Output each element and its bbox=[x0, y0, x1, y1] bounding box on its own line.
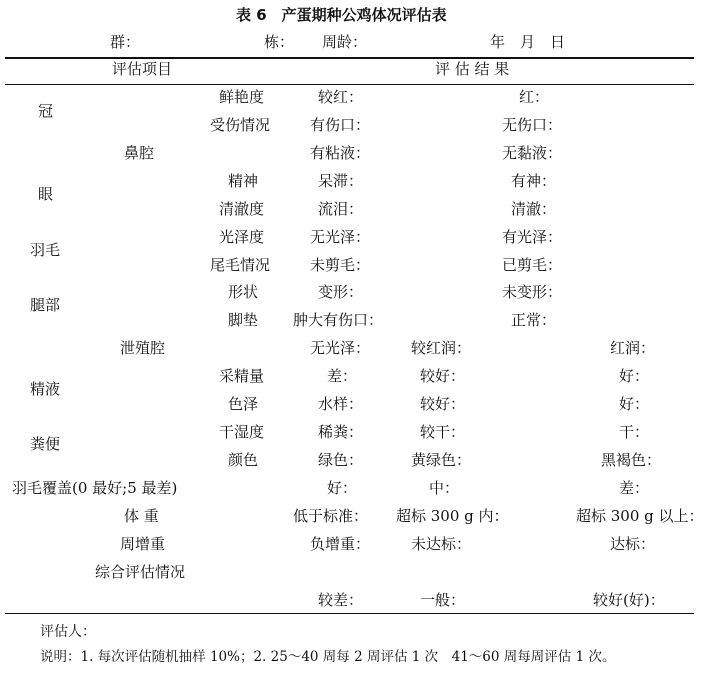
result-poor: 无光泽： bbox=[310, 339, 371, 357]
sub-eye-spirit: 精神 bbox=[228, 172, 259, 190]
sub-semen-color: 色泽 bbox=[228, 395, 259, 413]
category-weekly-gain: 周增重 bbox=[120, 535, 166, 553]
result-good: 正常： bbox=[511, 311, 557, 329]
header-item: 评估项目 bbox=[112, 60, 173, 78]
result-poor: 绿色： bbox=[318, 451, 364, 469]
result-good: 黑褐色： bbox=[601, 451, 662, 469]
result-poor: 稀粪： bbox=[318, 423, 364, 441]
sub-feather-gloss: 光泽度 bbox=[219, 228, 265, 246]
sub-feather-tail: 尾毛情况 bbox=[210, 256, 271, 274]
sub-leg-shape: 形状 bbox=[228, 283, 259, 301]
result-medium: 一般： bbox=[420, 591, 466, 609]
result-medium: 超标 300 g 内： bbox=[396, 507, 509, 525]
result-medium: 较好： bbox=[420, 395, 466, 413]
category-feather-cover: 羽毛覆盖(0 最好;5 最差) bbox=[12, 479, 178, 497]
sub-feces-color: 颜色 bbox=[228, 451, 259, 469]
result-poor: 有伤口： bbox=[310, 116, 371, 134]
result-good: 无伤口： bbox=[502, 116, 563, 134]
category-eye: 眼 bbox=[38, 185, 54, 203]
house-label: 栋： bbox=[264, 33, 295, 51]
result-good: 超标 300 g 以上： bbox=[576, 507, 704, 525]
result-medium: 黄绿色： bbox=[411, 451, 472, 469]
result-medium: 未达标： bbox=[411, 535, 472, 553]
header-result: 评 估 结 果 bbox=[435, 60, 510, 78]
age-label: 周龄： bbox=[322, 33, 368, 51]
category-feces: 粪便 bbox=[30, 435, 61, 453]
result-good: 有神： bbox=[511, 172, 557, 190]
sub-eye-clarity: 清澈度 bbox=[219, 200, 265, 218]
result-medium: 中： bbox=[429, 479, 460, 497]
table-bottom-rule bbox=[5, 613, 694, 614]
result-good: 好： bbox=[619, 395, 650, 413]
result-poor: 较红： bbox=[318, 88, 364, 106]
sub-comb-injury: 受伤情况 bbox=[210, 116, 271, 134]
result-good: 无黏液： bbox=[502, 144, 563, 162]
result-medium: 较红润： bbox=[411, 339, 472, 357]
result-poor: 无光泽： bbox=[310, 228, 371, 246]
result-good: 红： bbox=[519, 88, 550, 106]
result-good: 红润： bbox=[610, 339, 656, 357]
result-poor: 未剪毛： bbox=[310, 256, 371, 274]
category-nasal: 鼻腔 bbox=[124, 144, 155, 162]
sub-leg-footpad: 脚垫 bbox=[228, 311, 259, 329]
sub-feces-moisture: 干湿度 bbox=[219, 423, 265, 441]
result-poor: 较差： bbox=[318, 591, 364, 609]
result-poor: 好： bbox=[327, 479, 358, 497]
result-poor: 肿大有伤口： bbox=[293, 311, 384, 329]
result-poor: 负增重： bbox=[310, 535, 371, 553]
result-good: 清澈： bbox=[511, 200, 557, 218]
result-medium: 较好： bbox=[420, 367, 466, 385]
result-good: 达标： bbox=[610, 535, 656, 553]
category-comb: 冠 bbox=[38, 102, 54, 120]
table-title: 表 6 产蛋期种公鸡体况评估表 bbox=[236, 6, 447, 24]
result-poor: 差： bbox=[327, 367, 358, 385]
flock-label: 群： bbox=[110, 33, 141, 51]
category-cloaca: 泄殖腔 bbox=[120, 339, 166, 357]
table-top-rule bbox=[5, 57, 694, 59]
sub-semen-volume: 采精量 bbox=[219, 367, 265, 385]
category-feather: 羽毛 bbox=[30, 241, 61, 259]
header-rule bbox=[5, 84, 694, 85]
result-good: 未变形： bbox=[502, 283, 563, 301]
result-poor: 低于标准： bbox=[293, 507, 369, 525]
sub-comb-brightness: 鲜艳度 bbox=[219, 88, 265, 106]
result-good: 已剪毛： bbox=[502, 256, 563, 274]
note-text: 说明：1. 每次评估随机抽样 10%；2. 25～40 周每 2 周评估 1 次 41～60 周每周评估 1 次。 bbox=[40, 649, 616, 665]
result-good: 较好(好)： bbox=[593, 591, 665, 609]
result-good: 好： bbox=[619, 367, 650, 385]
result-poor: 有粘液： bbox=[310, 144, 371, 162]
result-medium: 较干： bbox=[420, 423, 466, 441]
result-poor: 流泪： bbox=[318, 200, 364, 218]
result-poor: 水样： bbox=[318, 395, 364, 413]
date-label: 年 月 日 bbox=[490, 33, 566, 51]
result-good: 有光泽： bbox=[502, 228, 563, 246]
category-body-weight: 体 重 bbox=[124, 507, 159, 525]
result-good: 差： bbox=[619, 479, 650, 497]
result-poor: 呆滞： bbox=[318, 172, 364, 190]
category-leg: 腿部 bbox=[30, 296, 61, 314]
evaluator-label: 评估人： bbox=[40, 624, 96, 640]
result-poor: 变形： bbox=[318, 283, 364, 301]
category-overall: 综合评估情况 bbox=[95, 563, 186, 581]
result-good: 干： bbox=[619, 423, 650, 441]
category-semen: 精液 bbox=[30, 380, 61, 398]
